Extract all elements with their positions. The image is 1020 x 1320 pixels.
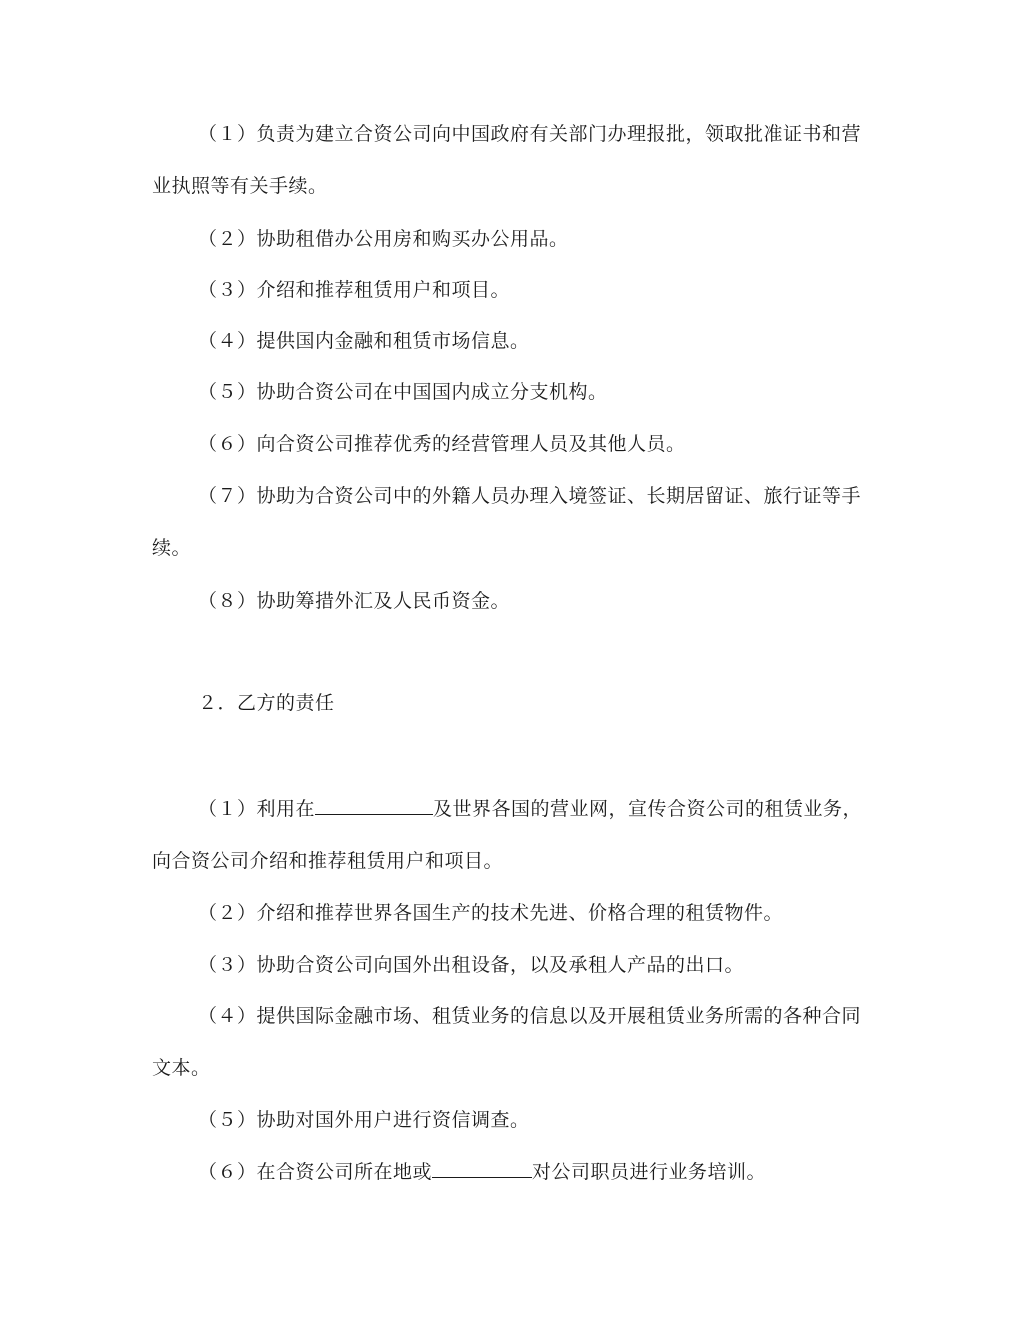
party-b-item-1-prefix: （１）利用在	[198, 798, 316, 820]
party-a-item-2: （２）协助租借办公用房和购买办公用品。	[198, 228, 569, 250]
party-b-item-3: （３）协助合资公司向国外出租设备，以及承租人产品的出口。	[198, 954, 745, 976]
party-b-item-4-continued: 文本。	[152, 1057, 211, 1079]
party-a-item-1-continued: 业执照等有关手续。	[152, 175, 328, 197]
party-b-item-1-suffix: 及世界各国的营业网，宣传合资公司的租赁业务，	[433, 798, 863, 820]
party-b-item-2: （２）介绍和推荐世界各国生产的技术先进、价格合理的租赁物件。	[198, 902, 784, 924]
party-b-item-1	[198, 796, 918, 822]
party-a-item-5: （５）协助合资公司在中国国内成立分支机构。	[198, 381, 608, 403]
party-b-item-6-suffix: 对公司职员进行业务培训。	[532, 1161, 767, 1183]
party-a-item-6: （６）向合资公司推荐优秀的经营管理人员及其他人员。	[198, 433, 686, 455]
party-b-item-5: （５）协助对国外用户进行资信调查。	[198, 1109, 530, 1131]
party-a-item-4: （４）提供国内金融和租赁市场信息。	[198, 330, 530, 352]
party-a-item-7-continued: 续。	[152, 537, 192, 559]
party-a-item-8: （８）协助筹措外汇及人民币资金。	[198, 590, 511, 612]
party-a-item-1: （１）负责为建立合资公司向中国政府有关部门办理报批，领取批准证书和营	[198, 123, 862, 145]
party-b-item-6-prefix: （６）在合资公司所在地或	[198, 1161, 433, 1183]
party-a-item-7: （７）协助为合资公司中的外籍人员办理入境签证、长期居留证、旅行证等手	[198, 485, 862, 507]
party-b-item-4: （４）提供国际金融市场、租赁业务的信息以及开展租赁业务所需的各种合同	[198, 1005, 862, 1027]
party-b-item-6	[198, 1159, 918, 1185]
fill-in-blank-1	[315, 796, 433, 815]
party-a-item-3: （３）介绍和推荐租赁用户和项目。	[198, 279, 511, 301]
fill-in-blank-2	[432, 1159, 532, 1178]
section-heading-party-b: ２．乙方的责任	[198, 692, 335, 714]
party-b-item-1-continued: 向合资公司介绍和推荐租赁用户和项目。	[152, 850, 504, 872]
